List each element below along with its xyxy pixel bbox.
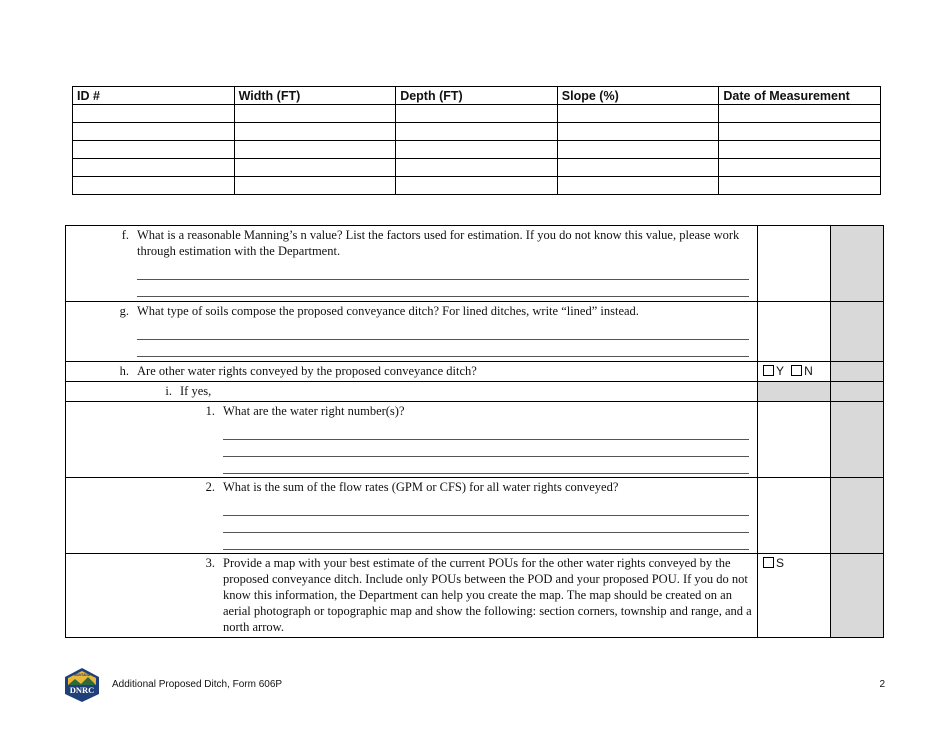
page-footer [63,667,885,703]
table-cell[interactable] [557,105,719,123]
question-h-label: h. [119,364,129,378]
yes-checkbox[interactable] [763,365,774,376]
answer-line[interactable] [223,440,749,457]
office-use-cell [831,478,884,554]
question-3-cell [66,554,758,638]
answer-line[interactable] [223,516,749,533]
table-cell[interactable] [234,123,396,141]
table-row [73,159,881,177]
question-f-label: f. [121,228,129,242]
table-cell[interactable] [557,141,719,159]
header-width: Width (FT) [234,87,396,105]
question-h-text: Are other water rights conveyed by the proposed conveyance ditch? [137,364,477,378]
question-2-label: 2. [205,480,215,494]
header-depth: Depth (FT) [396,87,558,105]
measurement-header-row [73,87,881,105]
table-cell[interactable] [396,141,558,159]
question-i [66,383,753,399]
question-row-1 [66,402,884,478]
question-1-cell [66,402,758,478]
response-cell[interactable] [758,302,831,362]
question-3-text: Provide a map with your best estimate of the current POUs for the other water rights conveyed by the proposed conveyance ditch. Include only POUs between the POD and your proposed POU. If you do not know this information, the Department can help you create the map. The map should be created on an aerial photograph or topographic map and show the following: section corners, township and range, and a north arrow. [223,556,752,634]
answer-line[interactable] [223,423,749,440]
dnrc-logo [63,667,101,703]
table-cell[interactable] [719,177,881,195]
table-cell[interactable] [557,177,719,195]
question-h-cell [66,362,758,382]
question-table [65,225,884,638]
yes-no-cell [758,362,831,382]
office-use-cell [831,402,884,478]
question-row-i [66,382,884,402]
map-check-label: S [776,556,785,570]
question-row-2 [66,478,884,554]
question-i-text: If yes, [180,384,212,398]
measurement-table [72,86,881,195]
table-cell[interactable] [396,105,558,123]
table-cell[interactable] [396,177,558,195]
logo-top-text: MONTANA [73,673,91,677]
question-f-cell [66,226,758,302]
question-1 [66,403,753,474]
question-i-label: i. [165,384,172,398]
table-cell[interactable] [719,159,881,177]
office-use-cell [831,226,884,302]
response-cell [758,382,831,402]
table-cell[interactable] [719,123,881,141]
table-row [73,105,881,123]
header-date: Date of Measurement [719,87,881,105]
answer-line[interactable] [137,340,749,357]
question-g-cell [66,302,758,362]
office-use-cell [831,302,884,362]
question-f-text: What is a reasonable Manning’s n value? List the factors used for estimation. If you do not know this value, please work through estimation with the Department. [137,228,740,258]
table-cell[interactable] [396,123,558,141]
answer-line[interactable] [223,457,749,474]
map-checkbox[interactable] [763,557,774,568]
table-cell[interactable] [73,105,235,123]
table-cell[interactable] [234,141,396,159]
question-h [66,363,753,379]
form-title: Additional Proposed Ditch, Form 606P [112,679,283,690]
table-cell[interactable] [234,159,396,177]
response-cell[interactable] [758,402,831,478]
table-row [73,141,881,159]
office-use-cell [831,554,884,638]
logo-main-text: DNRC [69,685,95,695]
question-g-label: g. [119,304,129,318]
table-cell[interactable] [73,177,235,195]
table-cell[interactable] [396,159,558,177]
table-cell[interactable] [234,177,396,195]
question-1-text: What are the water right number(s)? [223,404,405,418]
table-cell[interactable] [719,105,881,123]
question-row-3 [66,554,884,638]
table-cell[interactable] [557,159,719,177]
table-row [73,177,881,195]
answer-line[interactable] [223,533,749,550]
table-cell[interactable] [557,123,719,141]
answer-line[interactable] [137,280,749,297]
question-2-cell [66,478,758,554]
page-number: 2 [879,679,885,690]
question-row-f [66,226,884,302]
office-use-cell [831,362,884,382]
question-1-label: 1. [205,404,215,418]
question-row-g [66,302,884,362]
question-2-text: What is the sum of the flow rates (GPM or CFS) for all water rights conveyed? [223,480,619,494]
answer-line[interactable] [137,323,749,340]
answer-line[interactable] [137,263,749,280]
office-use-cell [831,382,884,402]
header-id: ID # [73,87,235,105]
question-f [66,227,753,297]
table-cell[interactable] [73,123,235,141]
question-row-h [66,362,884,382]
answer-line[interactable] [223,499,749,516]
table-row [73,123,881,141]
question-g-text: What type of soils compose the proposed conveyance ditch? For lined ditches, write “lined” instead. [137,304,639,318]
question-3 [66,555,753,635]
question-3-label: 3. [205,556,215,570]
no-checkbox[interactable] [791,365,802,376]
response-cell[interactable] [758,478,831,554]
no-label: N [804,364,813,378]
table-cell[interactable] [73,141,235,159]
table-cell[interactable] [234,105,396,123]
yes-label: Y [776,364,784,378]
question-g [66,303,753,357]
header-slope: Slope (%) [557,87,719,105]
response-cell[interactable] [758,226,831,302]
table-cell[interactable] [73,159,235,177]
question-i-cell [66,382,758,402]
map-check-cell [758,554,831,638]
table-cell[interactable] [719,141,881,159]
question-2 [66,479,753,550]
